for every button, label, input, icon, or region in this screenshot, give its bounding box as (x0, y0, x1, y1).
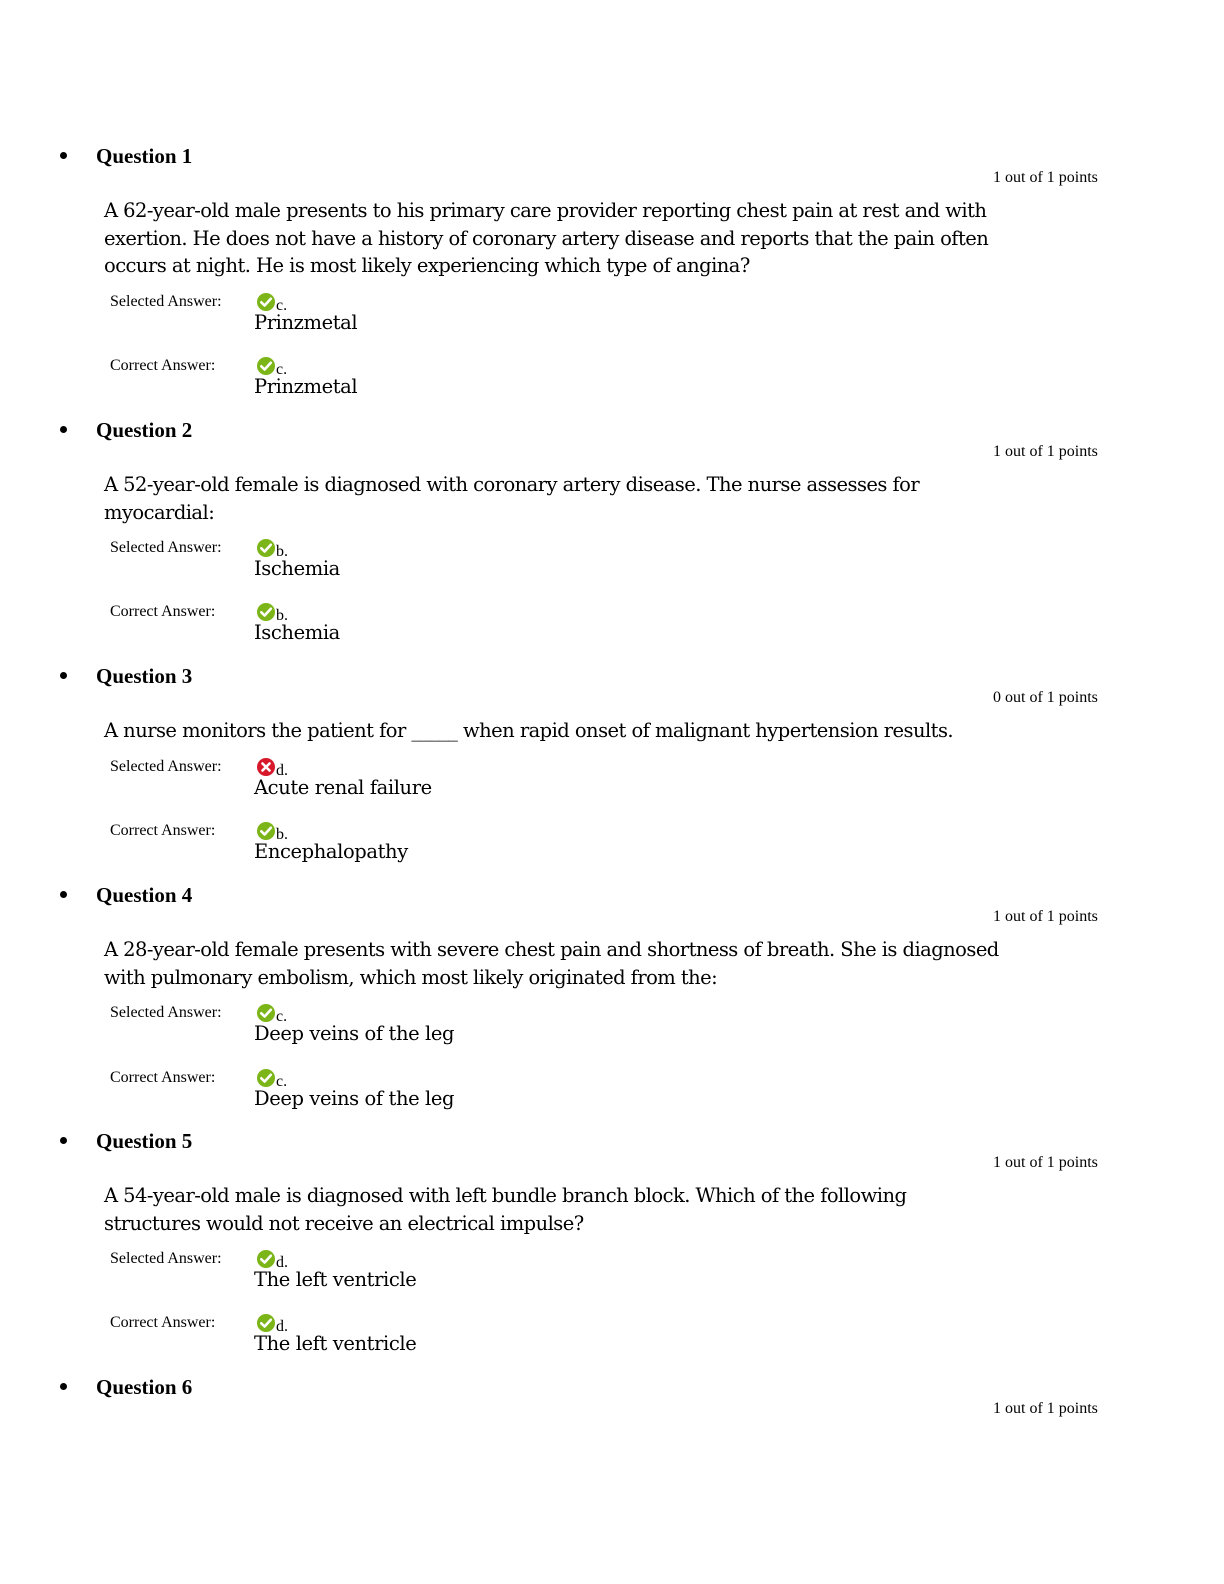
question-title: Question 5 (96, 1129, 193, 1153)
answer-text: Acute renal failure (254, 776, 432, 799)
question-title: Question 6 (96, 1375, 193, 1399)
answer-text: Prinzmetal (254, 375, 358, 398)
selected-answer-label: Selected Answer: (110, 539, 222, 556)
question-points: 1 out of 1 points (993, 1400, 1098, 1417)
bullet-icon (60, 1137, 67, 1144)
question-points: 1 out of 1 points (993, 1154, 1098, 1171)
answer-letter: c. (276, 361, 288, 378)
answer-letter: b. (276, 607, 288, 624)
correct-answer-label: Correct Answer: (110, 1314, 216, 1331)
answer-letter: c. (276, 1008, 288, 1025)
answer-letter: c. (276, 297, 288, 314)
answer-letter: d. (276, 1254, 288, 1271)
correct-answer-label: Correct Answer: (110, 1069, 216, 1086)
answer-text: Encephalopathy (254, 840, 408, 863)
question-text: A 54-year-old male is diagnosed with left bundle branch block. Which of the following structures would not receive an electrical impulse? (104, 1184, 907, 1235)
bullet-icon (60, 1383, 67, 1390)
question-title: Question 1 (96, 144, 193, 168)
question-text: A 52-year-old female is diagnosed with coronary artery disease. The nurse assesses for myocardial: (104, 473, 920, 524)
answer-text: The left ventricle (254, 1268, 417, 1291)
question-points: 1 out of 1 points (993, 169, 1098, 186)
answer-letter: d. (276, 1318, 288, 1335)
answer-letter: b. (276, 826, 288, 843)
bullet-icon (60, 152, 67, 159)
answer-text: The left ventricle (254, 1332, 417, 1355)
question-text: A 62-year-old male presents to his primary care provider reporting chest pain at rest and with exertion. He does not have a history of coronary artery disease and reports that the pain often occurs at night. He is most likely experiencing which type of angina? (104, 199, 989, 277)
answer-letter: c. (276, 1073, 288, 1090)
answer-text: Ischemia (254, 621, 340, 644)
selected-answer-label: Selected Answer: (110, 758, 222, 775)
correct-answer-label: Correct Answer: (110, 822, 216, 839)
selected-answer-label: Selected Answer: (110, 293, 222, 310)
bullet-icon (60, 426, 67, 433)
answer-text: Deep veins of the leg (254, 1087, 455, 1110)
question-points: 1 out of 1 points (993, 443, 1098, 460)
question-points: 0 out of 1 points (993, 689, 1098, 706)
selected-answer-label: Selected Answer: (110, 1004, 222, 1021)
question-text: A 28-year-old female presents with severe chest pain and shortness of breath. She is diagnosed with pulmonary embolism, which most likely originated from the: (104, 938, 999, 989)
answer-letter: b. (276, 543, 288, 560)
question-points: 1 out of 1 points (993, 908, 1098, 925)
question-title: Question 4 (96, 883, 193, 907)
answer-text: Prinzmetal (254, 311, 358, 334)
question-title: Question 3 (96, 664, 193, 688)
question-title: Question 2 (96, 418, 193, 442)
correct-answer-label: Correct Answer: (110, 603, 216, 620)
answer-letter: d. (276, 762, 288, 779)
correct-answer-label: Correct Answer: (110, 357, 216, 374)
answer-text: Ischemia (254, 557, 340, 580)
question-text: A nurse monitors the patient for _____ when rapid onset of malignant hypertension results. (104, 719, 954, 742)
bullet-icon (60, 672, 67, 679)
bullet-icon (60, 891, 67, 898)
answer-text: Deep veins of the leg (254, 1022, 455, 1045)
selected-answer-label: Selected Answer: (110, 1250, 222, 1267)
